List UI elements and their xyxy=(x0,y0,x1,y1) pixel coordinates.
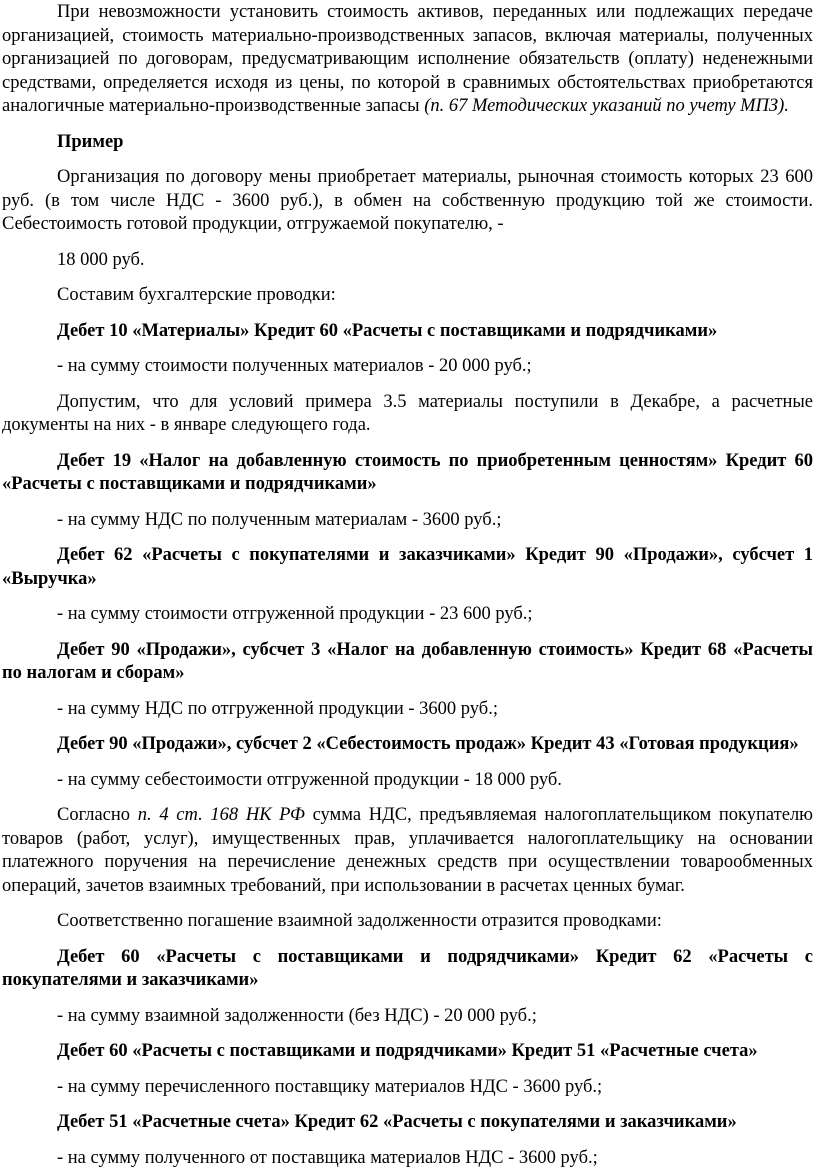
entry-heading-2: Дебет 19 «Налог на добавленную стоимость по приобретенным ценностям» Кредит 60 «Расчеты с поставщиками и подрядчиками» xyxy=(2,450,813,494)
intro-reference: (п. 67 Методических указаний по учету МПЗ). xyxy=(424,96,789,116)
offset-intro: Соответственно погашение взаимной задолженности отразится проводками: xyxy=(57,911,662,931)
tax-code-reference: п. 4 ст. 168 НК РФ xyxy=(137,805,305,825)
entry-heading-4: Дебет 90 «Продажи», субсчет 3 «Налог на добавленную стоимость» Кредит 68 «Расчеты по налогам и сборам» xyxy=(2,639,813,683)
entry-description-6: - на сумму взаимной задолженности (без НДС) - 20 000 руб.; xyxy=(57,1005,537,1026)
tax-code-paragraph xyxy=(2,804,813,898)
entry-description-8: - на сумму полученного от поставщика материалов НДС - 3600 руб.; xyxy=(57,1147,598,1168)
entry-description-7: - на сумму перечисленного поставщику материалов НДС - 3600 руб.; xyxy=(57,1076,603,1097)
tax-code-text: сумма НДС, предъявляемая налогоплательщиком покупателю товаров (работ, услуг), имущественных прав, уплачивается налогоплательщику на основании платежного поручения на перечисление денежных средств при осуществлении товарообменных операций, зачетов взаимных требований, при использовании в расчетах ценных бумаг. xyxy=(2,805,814,896)
tax-code-prefix: Согласно xyxy=(57,805,138,825)
example-heading: Пример xyxy=(57,131,124,152)
intro-paragraph xyxy=(2,1,813,119)
entry-heading-8: Дебет 51 «Расчетные счета» Кредит 62 «Расчеты с покупателями и заказчиками» xyxy=(57,1112,737,1132)
entries-intro: Составим бухгалтерские проводки: xyxy=(57,285,336,305)
entry-description-1: - на сумму стоимости полученных материалов - 20 000 руб.; xyxy=(57,356,532,376)
entry-heading-5: Дебет 90 «Продажи», субсчет 2 «Себестоимость продаж» Кредит 43 «Готовая продукция» xyxy=(57,734,799,754)
entry-heading-3: Дебет 62 «Расчеты с покупателями и заказчиками» Кредит 90 «Продажи», субсчет 1 «Выручка» xyxy=(2,545,813,589)
entry-description-2: - на сумму НДС по полученным материалам - 3600 руб.; xyxy=(57,509,502,530)
entry-description-3: - на сумму стоимости отгруженной продукции - 23 600 руб.; xyxy=(57,604,533,624)
entry-heading-1: Дебет 10 «Материалы» Кредит 60 «Расчеты с поставщиками и подрядчиками» xyxy=(57,320,718,341)
entry-description-4: - на сумму НДС по отгруженной продукции - 3600 руб.; xyxy=(57,698,498,719)
assumption-paragraph: Допустим, что для условий примера 3.5 материалы поступили в Декабре, а расчетные документы на них - в январе следующего года. xyxy=(2,391,813,435)
entry-heading-6: Дебет 60 «Расчеты с поставщиками и подрядчиками» Кредит 62 «Расчеты с покупателями и заказчиками» xyxy=(2,946,813,990)
document-page xyxy=(0,1,816,1171)
entry-heading-7: Дебет 60 «Расчеты с поставщиками и подрядчиками» Кредит 51 «Расчетные счета» xyxy=(57,1041,758,1061)
example-paragraph: Организация по договору мены приобретает материалы, рыночная стоимость которых 23 600 руб. (в том числе НДС - 3600 руб.), в обмен на собственную продукцию той же стоимости. Себестоимость готовой продукции, отгружаемой покупателю, - xyxy=(2,167,813,234)
intro-text: При невозможности установить стоимость активов, переданных или подлежащих передаче организацией, стоимость материально-производственных запасов, включая материалы, полученных организацией по договорам, предусматривающим исполнение обязательств (оплату) неденежными средствами, определяется исходя из цены, по которой в сравнимых обстоятельствах приобретаются аналогичные материально-производственные запасы xyxy=(2,2,813,116)
cost-value: 18 000 руб. xyxy=(57,249,145,270)
entry-description-5: - на сумму себестоимости отгруженной продукции - 18 000 руб. xyxy=(57,769,562,790)
